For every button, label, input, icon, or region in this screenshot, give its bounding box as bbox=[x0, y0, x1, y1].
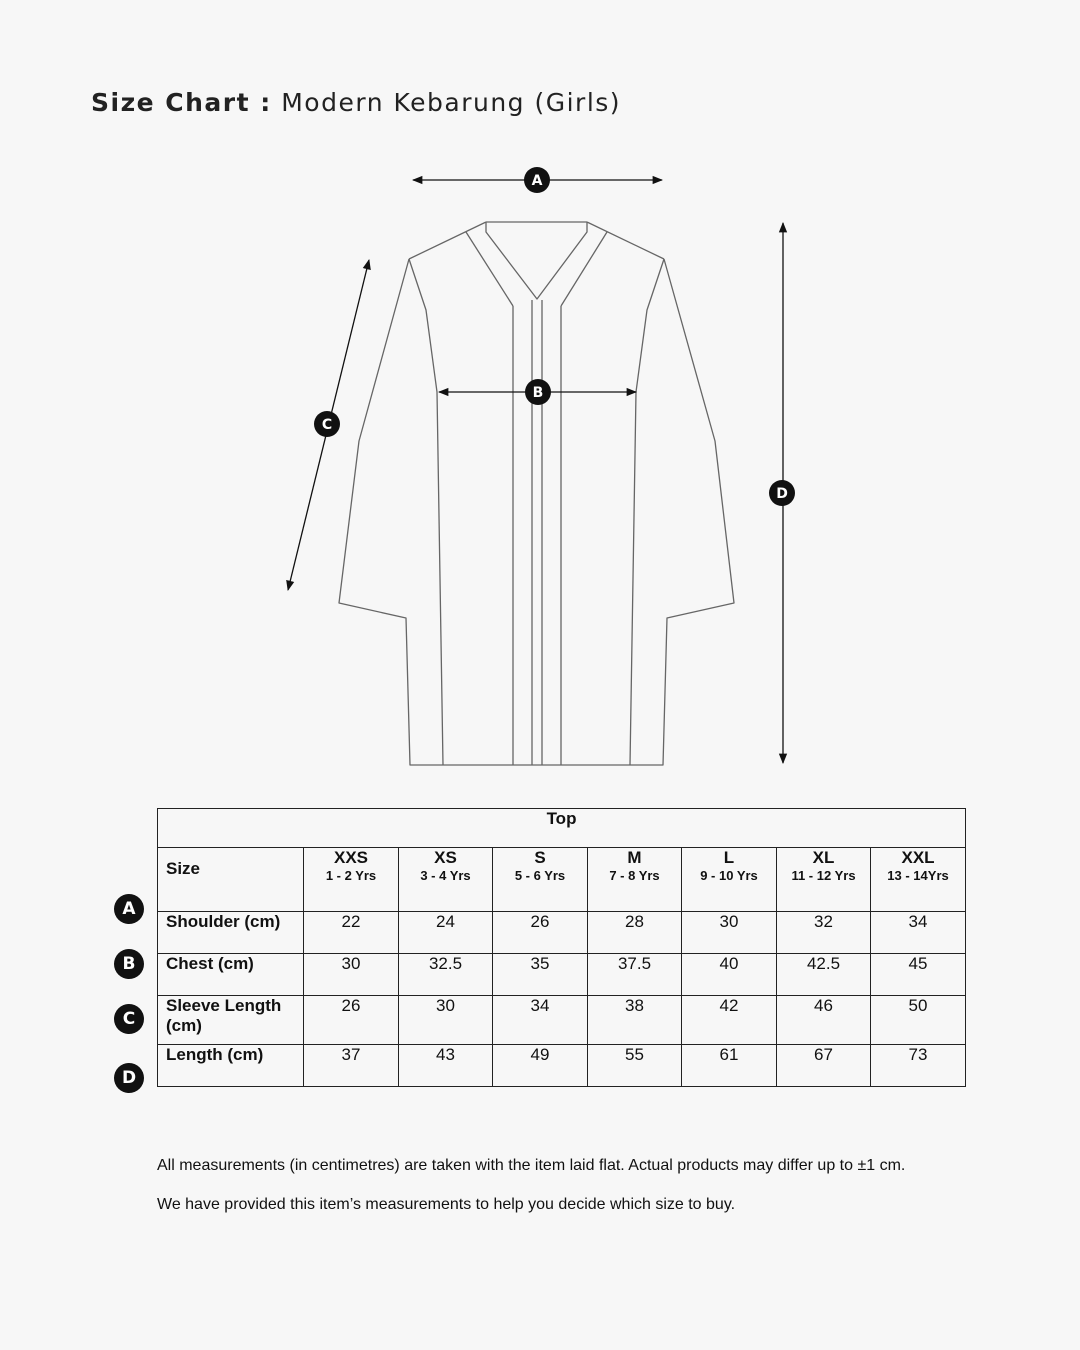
row-badge-a-icon: A bbox=[114, 894, 144, 924]
title-bold: Size Chart : bbox=[91, 88, 272, 117]
table-header-row bbox=[158, 848, 966, 912]
kebarung-outline bbox=[339, 222, 734, 765]
size-table bbox=[157, 808, 966, 1087]
row-label: Shoulder (cm) bbox=[158, 912, 304, 954]
table-cell: 38 bbox=[588, 996, 682, 1045]
size-col-l: L 9 - 10 Yrs bbox=[682, 848, 777, 912]
row-label: Chest (cm) bbox=[158, 954, 304, 996]
svg-text:D: D bbox=[776, 486, 788, 502]
table-cell: 61 bbox=[682, 1045, 777, 1087]
svg-text:A: A bbox=[531, 173, 543, 189]
table-row-chest bbox=[158, 954, 966, 996]
row-label: Length (cm) bbox=[158, 1045, 304, 1087]
row-badge-b-icon: B bbox=[114, 949, 144, 979]
table-cell: 22 bbox=[304, 912, 399, 954]
table-section-title: Top bbox=[158, 809, 966, 848]
table-cell: 34 bbox=[493, 996, 588, 1045]
table-cell: 32 bbox=[777, 912, 871, 954]
measurement-arrows bbox=[288, 180, 783, 763]
badge-c-icon bbox=[314, 411, 340, 437]
table-cell: 46 bbox=[777, 996, 871, 1045]
table-cell: 55 bbox=[588, 1045, 682, 1087]
row-badge-d-icon: D bbox=[114, 1063, 144, 1093]
table-cell: 42 bbox=[682, 996, 777, 1045]
size-col-m: M 7 - 8 Yrs bbox=[588, 848, 682, 912]
badge-a-icon bbox=[524, 167, 550, 193]
size-col-xxs: XXS 1 - 2 Yrs bbox=[304, 848, 399, 912]
table-cell: 40 bbox=[682, 954, 777, 996]
svg-text:C: C bbox=[321, 417, 333, 433]
size-col-xxl: XXL 13 - 14Yrs bbox=[871, 848, 966, 912]
table-cell: 37 bbox=[304, 1045, 399, 1087]
table-cell: 30 bbox=[304, 954, 399, 996]
measurement-note: All measurements (in centimetres) are taken with the item laid flat. Actual products may differ up to ±1 cm. bbox=[157, 1157, 906, 1174]
help-note: We have provided this item’s measurements to help you decide which size to buy. bbox=[157, 1196, 736, 1213]
row-label: Sleeve Length (cm) bbox=[158, 996, 304, 1045]
table-cell: 28 bbox=[588, 912, 682, 954]
table-cell: 26 bbox=[304, 996, 399, 1045]
table-cell: 49 bbox=[493, 1045, 588, 1087]
table-cell: 32.5 bbox=[399, 954, 493, 996]
table-cell: 34 bbox=[871, 912, 966, 954]
size-col-xl: XL 11 - 12 Yrs bbox=[777, 848, 871, 912]
table-cell: 43 bbox=[399, 1045, 493, 1087]
size-header-label: Size bbox=[158, 848, 304, 912]
table-cell: 30 bbox=[682, 912, 777, 954]
size-col-xs: XS 3 - 4 Yrs bbox=[399, 848, 493, 912]
table-cell: 30 bbox=[399, 996, 493, 1045]
table-cell: 45 bbox=[871, 954, 966, 996]
table-cell: 37.5 bbox=[588, 954, 682, 996]
table-cell: 73 bbox=[871, 1045, 966, 1087]
table-cell: 24 bbox=[399, 912, 493, 954]
table-cell: 35 bbox=[493, 954, 588, 996]
table-row-sleeve-length bbox=[158, 996, 966, 1045]
table-cell: 26 bbox=[493, 912, 588, 954]
table-cell: 50 bbox=[871, 996, 966, 1045]
size-col-s: S 5 - 6 Yrs bbox=[493, 848, 588, 912]
diagram-badges bbox=[314, 167, 795, 506]
table-cell: 42.5 bbox=[777, 954, 871, 996]
table-cell: 67 bbox=[777, 1045, 871, 1087]
badge-d-icon bbox=[769, 480, 795, 506]
table-row-length bbox=[158, 1045, 966, 1087]
badge-b-icon bbox=[525, 379, 551, 405]
row-badge-c-icon: C bbox=[114, 1004, 144, 1034]
table-row-shoulder bbox=[158, 912, 966, 954]
title-product: Modern Kebarung (Girls) bbox=[281, 88, 622, 117]
svg-text:B: B bbox=[532, 385, 544, 401]
